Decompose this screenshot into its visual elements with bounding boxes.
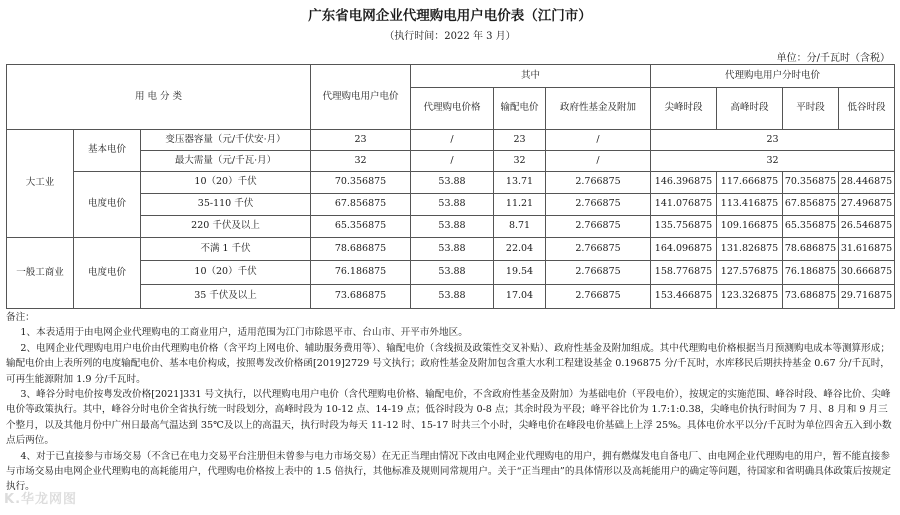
cell-sharp: 135.756875	[651, 216, 717, 238]
cell-flat: 78.686875	[783, 238, 839, 261]
cell-purchase: 53.88	[411, 261, 494, 285]
cell-purchase: /	[411, 130, 494, 151]
cell-purchase: 53.88	[411, 216, 494, 238]
cell-sharp: 164.096875	[651, 238, 717, 261]
row-label: 35-110 千伏	[141, 194, 311, 216]
subgroup-energy-general: 电度电价	[74, 238, 141, 309]
group-general: 一般工商业	[7, 238, 74, 309]
table-row	[7, 238, 895, 261]
cell-fund: 2.766875	[546, 172, 651, 194]
header-purchase: 代理购电价格	[411, 88, 494, 130]
cell-purchase: 53.88	[411, 194, 494, 216]
cell-valley: 30.666875	[839, 261, 895, 285]
header-fund: 政府性基金及附加	[546, 88, 651, 130]
cell-tou-merged: 32	[651, 151, 895, 172]
table-row	[7, 216, 895, 238]
cell-price: 23	[311, 130, 411, 151]
cell-price: 78.686875	[311, 238, 411, 261]
table-row	[7, 172, 895, 194]
page-title: 广东省电网企业代理购电用户电价表（江门市）	[308, 8, 592, 24]
cell-purchase: /	[411, 151, 494, 172]
cell-price: 70.356875	[311, 172, 411, 194]
cell-valley: 28.446875	[839, 172, 895, 194]
unit-label: 单位：分/千瓦时（含税）	[776, 53, 890, 64]
cell-peak: 127.576875	[717, 261, 783, 285]
cell-valley: 26.546875	[839, 216, 895, 238]
header-tou-group: 代理购电用户分时电价	[651, 65, 895, 88]
cell-sharp: 141.076875	[651, 194, 717, 216]
cell-transmission: 19.54	[494, 261, 546, 285]
note-3: 3、峰谷分时电价按粤发改价格[2021]331 号文执行，以代理购电用户电价（含代理购电价格、输配电价，不含政府性基金及附加）为基础电价（平段电价），按规定的实施范围、峰谷时段、峰谷比价、尖峰电价等政策执行。其中，峰谷分时电价全省执行统一时段划分，高峰时段为 10-12 点、14-19 点；低谷时段为 0-8 点；其余时段为平段；峰平谷比价为 1.7:1:0.38，尖峰电价执行时间为 7 月、8 月和 9 月三个整月，以及其他月份中广州日最高气温达到 35℃及以上的高温天，执行时段为每天 11-12 时、15-17 时共三个小时，尖峰电价在峰段电价基础上上浮 25%。具体电价水平以分/千瓦时为单位四舍五入到小数点后两位。	[6, 389, 892, 447]
cell-sharp: 153.466875	[651, 285, 717, 309]
cell-purchase: 53.88	[411, 238, 494, 261]
cell-fund: 2.766875	[546, 194, 651, 216]
execution-date: （执行时间：2022 年 3 月）	[384, 31, 516, 42]
subgroup-basic: 基本电价	[74, 130, 141, 172]
row-label: 35 千伏及以上	[141, 285, 311, 309]
notes-section	[6, 310, 894, 495]
cell-fund: 2.766875	[546, 216, 651, 238]
cell-transmission: 13.71	[494, 172, 546, 194]
cell-fund: 2.766875	[546, 285, 651, 309]
header-category: 用 电 分 类	[7, 65, 311, 130]
cell-tou-merged: 23	[651, 130, 895, 151]
cell-transmission: 32	[494, 151, 546, 172]
table-row	[7, 194, 895, 216]
table-row	[7, 261, 895, 285]
cell-price: 67.856875	[311, 194, 411, 216]
cell-price: 73.686875	[311, 285, 411, 309]
cell-transmission: 22.04	[494, 238, 546, 261]
header-peak: 高峰时段	[717, 88, 783, 130]
note-1: 1、本表适用于由电网企业代理购电的工商业用户，适用范围为江门市除恩平市、台山市、开平市外地区。	[20, 327, 468, 339]
group-large: 大工业	[7, 130, 74, 238]
header-among: 其中	[411, 65, 651, 88]
cell-peak: 117.666875	[717, 172, 783, 194]
cell-flat: 65.356875	[783, 216, 839, 238]
header-row-1	[7, 65, 895, 88]
cell-sharp: 146.396875	[651, 172, 717, 194]
cell-flat: 76.186875	[783, 261, 839, 285]
row-label: 变压器容量（元/千伏安·月）	[141, 130, 311, 151]
cell-peak: 109.166875	[717, 216, 783, 238]
cell-valley: 29.716875	[839, 285, 895, 309]
cell-purchase: 53.88	[411, 172, 494, 194]
cell-transmission: 11.21	[494, 194, 546, 216]
cell-peak: 123.326875	[717, 285, 783, 309]
cell-transmission: 17.04	[494, 285, 546, 309]
header-agent-price: 代理购电用户电价	[311, 65, 411, 130]
header-flat: 平时段	[783, 88, 839, 130]
table-row	[7, 151, 895, 172]
cell-price: 76.186875	[311, 261, 411, 285]
cell-valley: 27.496875	[839, 194, 895, 216]
cell-fund: /	[546, 130, 651, 151]
cell-fund: 2.766875	[546, 261, 651, 285]
header-transmission: 输配电价	[494, 88, 546, 130]
cell-transmission: 8.71	[494, 216, 546, 238]
note-2: 2、电网企业代理购电用户电价由代理购电价格（含平均上网电价、辅助服务费用等）、输配电价（含线损及政策性交叉补贴）、政府性基金及附加组成。其中代理购电价格根据当月预测购电成本等测算形成；输配电价由上表所列的电度输配电价、基本电价构成，按照粤发改价格函[2019]2729 号文执行；政府性基金及附加包含重大水利工程建设基金 0.196875 分/千瓦时，水库移民后期扶持基金 0.67 分/千瓦时，可再生能源附加 1.9 分/千瓦时。	[6, 342, 890, 385]
table-row	[7, 130, 895, 151]
cell-flat: 70.356875	[783, 172, 839, 194]
header-valley: 低谷时段	[839, 88, 895, 130]
cell-sharp: 158.776875	[651, 261, 717, 285]
cell-price: 65.356875	[311, 216, 411, 238]
cell-peak: 113.416875	[717, 194, 783, 216]
subgroup-energy: 电度电价	[74, 172, 141, 238]
table-row	[7, 285, 895, 309]
row-label: 220 千伏及以上	[141, 216, 311, 238]
cell-purchase: 53.88	[411, 285, 494, 309]
note-4: 4、对于已直接参与市场交易（不含已在电力交易平台注册但未曾参与电力市场交易）在无正当理由情况下改由电网企业代理购电的用户，拥有燃煤发电自备电厂、由电网企业代理购电的用户，暂不能直接参与市场交易由电网企业代理购电的高耗能用户，代理购电价格按上表中的 1.5 倍执行，其他标准及规则同常规用户。关于“正当理由”的具体情形以及高耗能用户的确定等问题，待国家和省明确具体政策后按规定执行。	[6, 450, 892, 493]
cell-valley: 31.616875	[839, 238, 895, 261]
row-label: 10（20）千伏	[141, 261, 311, 285]
cell-transmission: 23	[494, 130, 546, 151]
cell-flat: 73.686875	[783, 285, 839, 309]
notes-heading: 备注：	[6, 312, 35, 323]
tariff-table	[6, 64, 895, 309]
cell-fund: /	[546, 151, 651, 172]
cell-peak: 131.826875	[717, 238, 783, 261]
row-label: 最大需量（元/千瓦·月）	[141, 151, 311, 172]
row-label: 不满 1 千伏	[141, 238, 311, 261]
header-peak-sharp: 尖峰时段	[651, 88, 717, 130]
cell-price: 32	[311, 151, 411, 172]
cell-fund: 2.766875	[546, 238, 651, 261]
cell-flat: 67.856875	[783, 194, 839, 216]
row-label: 10（20）千伏	[141, 172, 311, 194]
watermark-logo: K.华龙网图	[4, 492, 78, 507]
